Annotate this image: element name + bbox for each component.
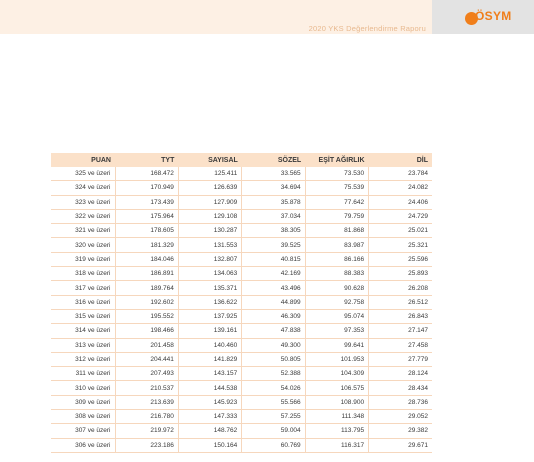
table-cell: 140.460 [178,338,241,352]
table-cell: 192.602 [115,295,178,309]
table-cell: 311 ve üzeri [51,367,115,381]
table-cell: 178.605 [115,224,178,238]
table-cell: 309 ve üzeri [51,395,115,409]
table-cell: 147.333 [178,410,241,424]
table-cell: 52.388 [242,367,305,381]
report-header [0,0,432,34]
table-cell: 60.769 [242,438,305,452]
table-cell: 116.317 [305,438,368,452]
table-cell: 323 ve üzeri [51,195,115,209]
table-cell: 321 ve üzeri [51,224,115,238]
table-row [51,438,432,452]
table-row [51,367,432,381]
table-cell: 223.186 [115,438,178,452]
table-cell: 181.329 [115,238,178,252]
table-cell: 207.493 [115,367,178,381]
table-row [51,267,432,281]
table-cell: 59.004 [242,424,305,438]
table-cell: 106.575 [305,381,368,395]
table-header-row [51,153,432,167]
table-cell: 90.628 [305,281,368,295]
column-header: DİL [369,153,432,167]
table-cell: 126.639 [178,181,241,195]
table-body [51,167,432,452]
table-cell: 24.082 [369,181,432,195]
table-cell: 25.321 [369,238,432,252]
table-cell: 125.411 [178,167,241,181]
table-cell: 319 ve üzeri [51,252,115,266]
table-cell: 137.925 [178,309,241,323]
table-cell: 38.305 [242,224,305,238]
column-header: PUAN [51,153,115,167]
table-cell: 130.287 [178,224,241,238]
table-row [51,352,432,366]
table-cell: 24.729 [369,209,432,223]
table-cell: 173.439 [115,195,178,209]
table-cell: 92.758 [305,295,368,309]
table-cell: 111.348 [305,410,368,424]
table-row [51,324,432,338]
table-cell: 34.694 [242,181,305,195]
table-cell: 318 ve üzeri [51,267,115,281]
table-cell: 44.899 [242,295,305,309]
table-row [51,209,432,223]
table-cell: 26.512 [369,295,432,309]
table-cell: 27.147 [369,324,432,338]
table-cell: 132.807 [178,252,241,266]
table-row [51,224,432,238]
table-cell: 216.780 [115,410,178,424]
table-cell: 168.472 [115,167,178,181]
table-cell: 308 ve üzeri [51,410,115,424]
table-cell: 322 ve üzeri [51,209,115,223]
table-cell: 101.953 [305,352,368,366]
table-row [51,309,432,323]
table-cell: 210.537 [115,381,178,395]
table-cell: 184.046 [115,252,178,266]
report-title: 2020 YKS Değerlendirme Raporu [308,24,426,33]
table-cell: 49.300 [242,338,305,352]
table-cell: 28.124 [369,367,432,381]
table-row [51,238,432,252]
table-cell: 46.309 [242,309,305,323]
table-cell: 57.255 [242,410,305,424]
table-cell: 97.353 [305,324,368,338]
table-cell: 77.642 [305,195,368,209]
table-cell: 25.893 [369,267,432,281]
column-header: SÖZEL [242,153,305,167]
table-cell: 313 ve üzeri [51,338,115,352]
table-cell: 175.964 [115,209,178,223]
table-cell: 83.987 [305,238,368,252]
logo-text: ÖSYM [475,9,512,23]
table-cell: 79.759 [305,209,368,223]
table-row [51,338,432,352]
table-cell: 150.164 [178,438,241,452]
table-row [51,167,432,181]
table-cell: 131.553 [178,238,241,252]
table-row [51,281,432,295]
table-cell: 310 ve üzeri [51,381,115,395]
table-cell: 317 ve üzeri [51,281,115,295]
table-cell: 47.838 [242,324,305,338]
table-cell: 24.406 [369,195,432,209]
table-cell: 186.891 [115,267,178,281]
table-cell: 35.878 [242,195,305,209]
table-cell: 75.539 [305,181,368,195]
table-cell: 136.622 [178,295,241,309]
table-cell: 28.434 [369,381,432,395]
table-cell: 306 ve üzeri [51,438,115,452]
table-row [51,424,432,438]
column-header: TYT [115,153,178,167]
table-cell: 25.596 [369,252,432,266]
table-cell: 204.441 [115,352,178,366]
table-cell: 29.671 [369,438,432,452]
table-cell: 50.805 [242,352,305,366]
table-cell: 325 ve üzeri [51,167,115,181]
table-cell: 143.157 [178,367,241,381]
table-cell: 316 ve üzeri [51,295,115,309]
table-cell: 39.525 [242,238,305,252]
table-cell: 324 ve üzeri [51,181,115,195]
table-cell: 28.736 [369,395,432,409]
table-cell: 145.923 [178,395,241,409]
table-cell: 33.565 [242,167,305,181]
table-cell: 108.900 [305,395,368,409]
column-header: EŞİT AĞIRLIK [305,153,368,167]
table-cell: 40.815 [242,252,305,266]
table-cell: 144.538 [178,381,241,395]
table-cell: 95.074 [305,309,368,323]
table-cell: 25.021 [369,224,432,238]
table-cell: 139.161 [178,324,241,338]
table-row [51,295,432,309]
table-cell: 55.566 [242,395,305,409]
table-cell: 37.034 [242,209,305,223]
table-cell: 88.383 [305,267,368,281]
table-cell: 81.868 [305,224,368,238]
table-cell: 219.972 [115,424,178,438]
table-cell: 170.949 [115,181,178,195]
table-cell: 104.309 [305,367,368,381]
table-cell: 27.779 [369,352,432,366]
table-cell: 86.166 [305,252,368,266]
table-row [51,410,432,424]
table-cell: 27.458 [369,338,432,352]
table-cell: 213.639 [115,395,178,409]
osym-logo [432,0,534,34]
column-header: SAYISAL [178,153,241,167]
table-cell: 42.169 [242,267,305,281]
table-cell: 134.063 [178,267,241,281]
table-cell: 43.496 [242,281,305,295]
table-cell: 189.764 [115,281,178,295]
table-cell: 195.552 [115,309,178,323]
table-cell: 26.208 [369,281,432,295]
table-cell: 141.829 [178,352,241,366]
table-cell: 23.784 [369,167,432,181]
table-cell: 315 ve üzeri [51,309,115,323]
table-cell: 73.530 [305,167,368,181]
table-row [51,381,432,395]
table-cell: 198.466 [115,324,178,338]
table-row [51,252,432,266]
table-cell: 29.052 [369,410,432,424]
table-cell: 127.909 [178,195,241,209]
table-cell: 113.795 [305,424,368,438]
table-cell: 99.641 [305,338,368,352]
table-row [51,181,432,195]
table-cell: 307 ve üzeri [51,424,115,438]
table-cell: 26.843 [369,309,432,323]
table-cell: 135.371 [178,281,241,295]
table-row [51,395,432,409]
table-cell: 201.458 [115,338,178,352]
table-cell: 320 ve üzeri [51,238,115,252]
score-distribution-table [51,153,432,453]
table-cell: 54.026 [242,381,305,395]
table-cell: 314 ve üzeri [51,324,115,338]
table-cell: 29.382 [369,424,432,438]
table-row [51,195,432,209]
table-cell: 312 ve üzeri [51,352,115,366]
table-cell: 148.762 [178,424,241,438]
table-cell: 129.108 [178,209,241,223]
